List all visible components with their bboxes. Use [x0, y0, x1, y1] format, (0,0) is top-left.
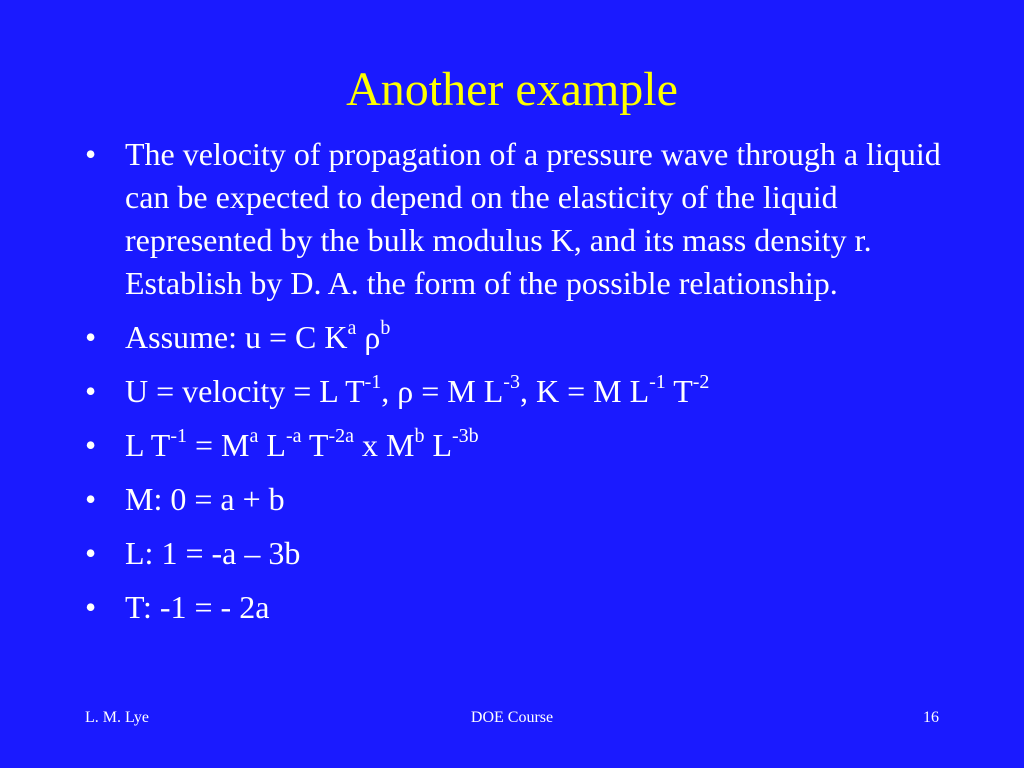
- bullet-marker: •: [85, 136, 97, 172]
- superscript: -1: [649, 371, 666, 394]
- superscript: -1: [170, 425, 187, 448]
- superscript: -2a: [328, 425, 354, 448]
- bullet-text: [125, 427, 479, 463]
- text-segment: M: 0 = a + b: [125, 481, 285, 517]
- footer-course: DOE Course: [470, 709, 554, 726]
- superscript: -3: [503, 371, 520, 394]
- bullet-item: [85, 478, 945, 521]
- bullet-marker: •: [85, 373, 97, 409]
- slide-title: Another example: [346, 63, 678, 116]
- text-segment: L T: [125, 427, 171, 463]
- text-segment: The velocity of propagation of a pressure wave through a liquid can be expected to depend on the elasticity of the liquid represented by the bulk modulus K, and its mass density r. Establish by D. A. the form of the possible relationship.: [125, 136, 941, 301]
- text-segment: L: [258, 427, 286, 463]
- bullet-text: [125, 136, 941, 301]
- text-segment: = M: [187, 427, 250, 463]
- text-segment: T: -1 = - 2a: [125, 589, 270, 625]
- superscript: -3b: [452, 425, 479, 448]
- text-segment: T: [301, 427, 329, 463]
- bullet-text: [125, 589, 269, 625]
- bullet-item: [85, 133, 945, 305]
- bullet-list: [85, 133, 945, 629]
- text-segment: Assume: u = C K: [125, 319, 348, 355]
- superscript: -2: [692, 371, 710, 394]
- superscript: -1: [364, 371, 382, 394]
- text-segment: T: [665, 373, 693, 409]
- text-segment: , K = M L: [519, 373, 650, 409]
- superscript: a: [249, 425, 259, 448]
- bullet-marker: •: [85, 589, 97, 625]
- bullet-text: [125, 373, 709, 409]
- bullet-marker: •: [85, 481, 97, 517]
- superscript: a: [347, 317, 357, 340]
- bullet-item: [85, 370, 945, 413]
- superscript: b: [380, 317, 391, 340]
- text-segment: U = velocity = L T: [125, 373, 365, 409]
- superscript: -a: [285, 425, 302, 448]
- text-segment: , ρ = M L: [381, 373, 504, 409]
- bullet-item: [85, 424, 945, 467]
- footer-page-number: 16: [923, 709, 939, 726]
- bullet-marker: •: [85, 427, 97, 463]
- bullet-marker: •: [85, 319, 97, 355]
- text-segment: L: 1 = -a – 3b: [125, 535, 301, 571]
- text-segment: L: [424, 427, 452, 463]
- bullet-marker: •: [85, 535, 97, 571]
- bullet-text: [125, 535, 300, 571]
- bullet-item: [85, 316, 945, 359]
- text-segment: x M: [354, 427, 415, 463]
- footer-author: L. M. Lye: [85, 709, 149, 726]
- bullet-text: [125, 481, 285, 517]
- bullet-item: [85, 532, 945, 575]
- text-segment: ρ: [356, 319, 381, 355]
- superscript: b: [414, 425, 425, 448]
- bullet-item: [85, 586, 945, 629]
- bullet-text: [125, 319, 390, 355]
